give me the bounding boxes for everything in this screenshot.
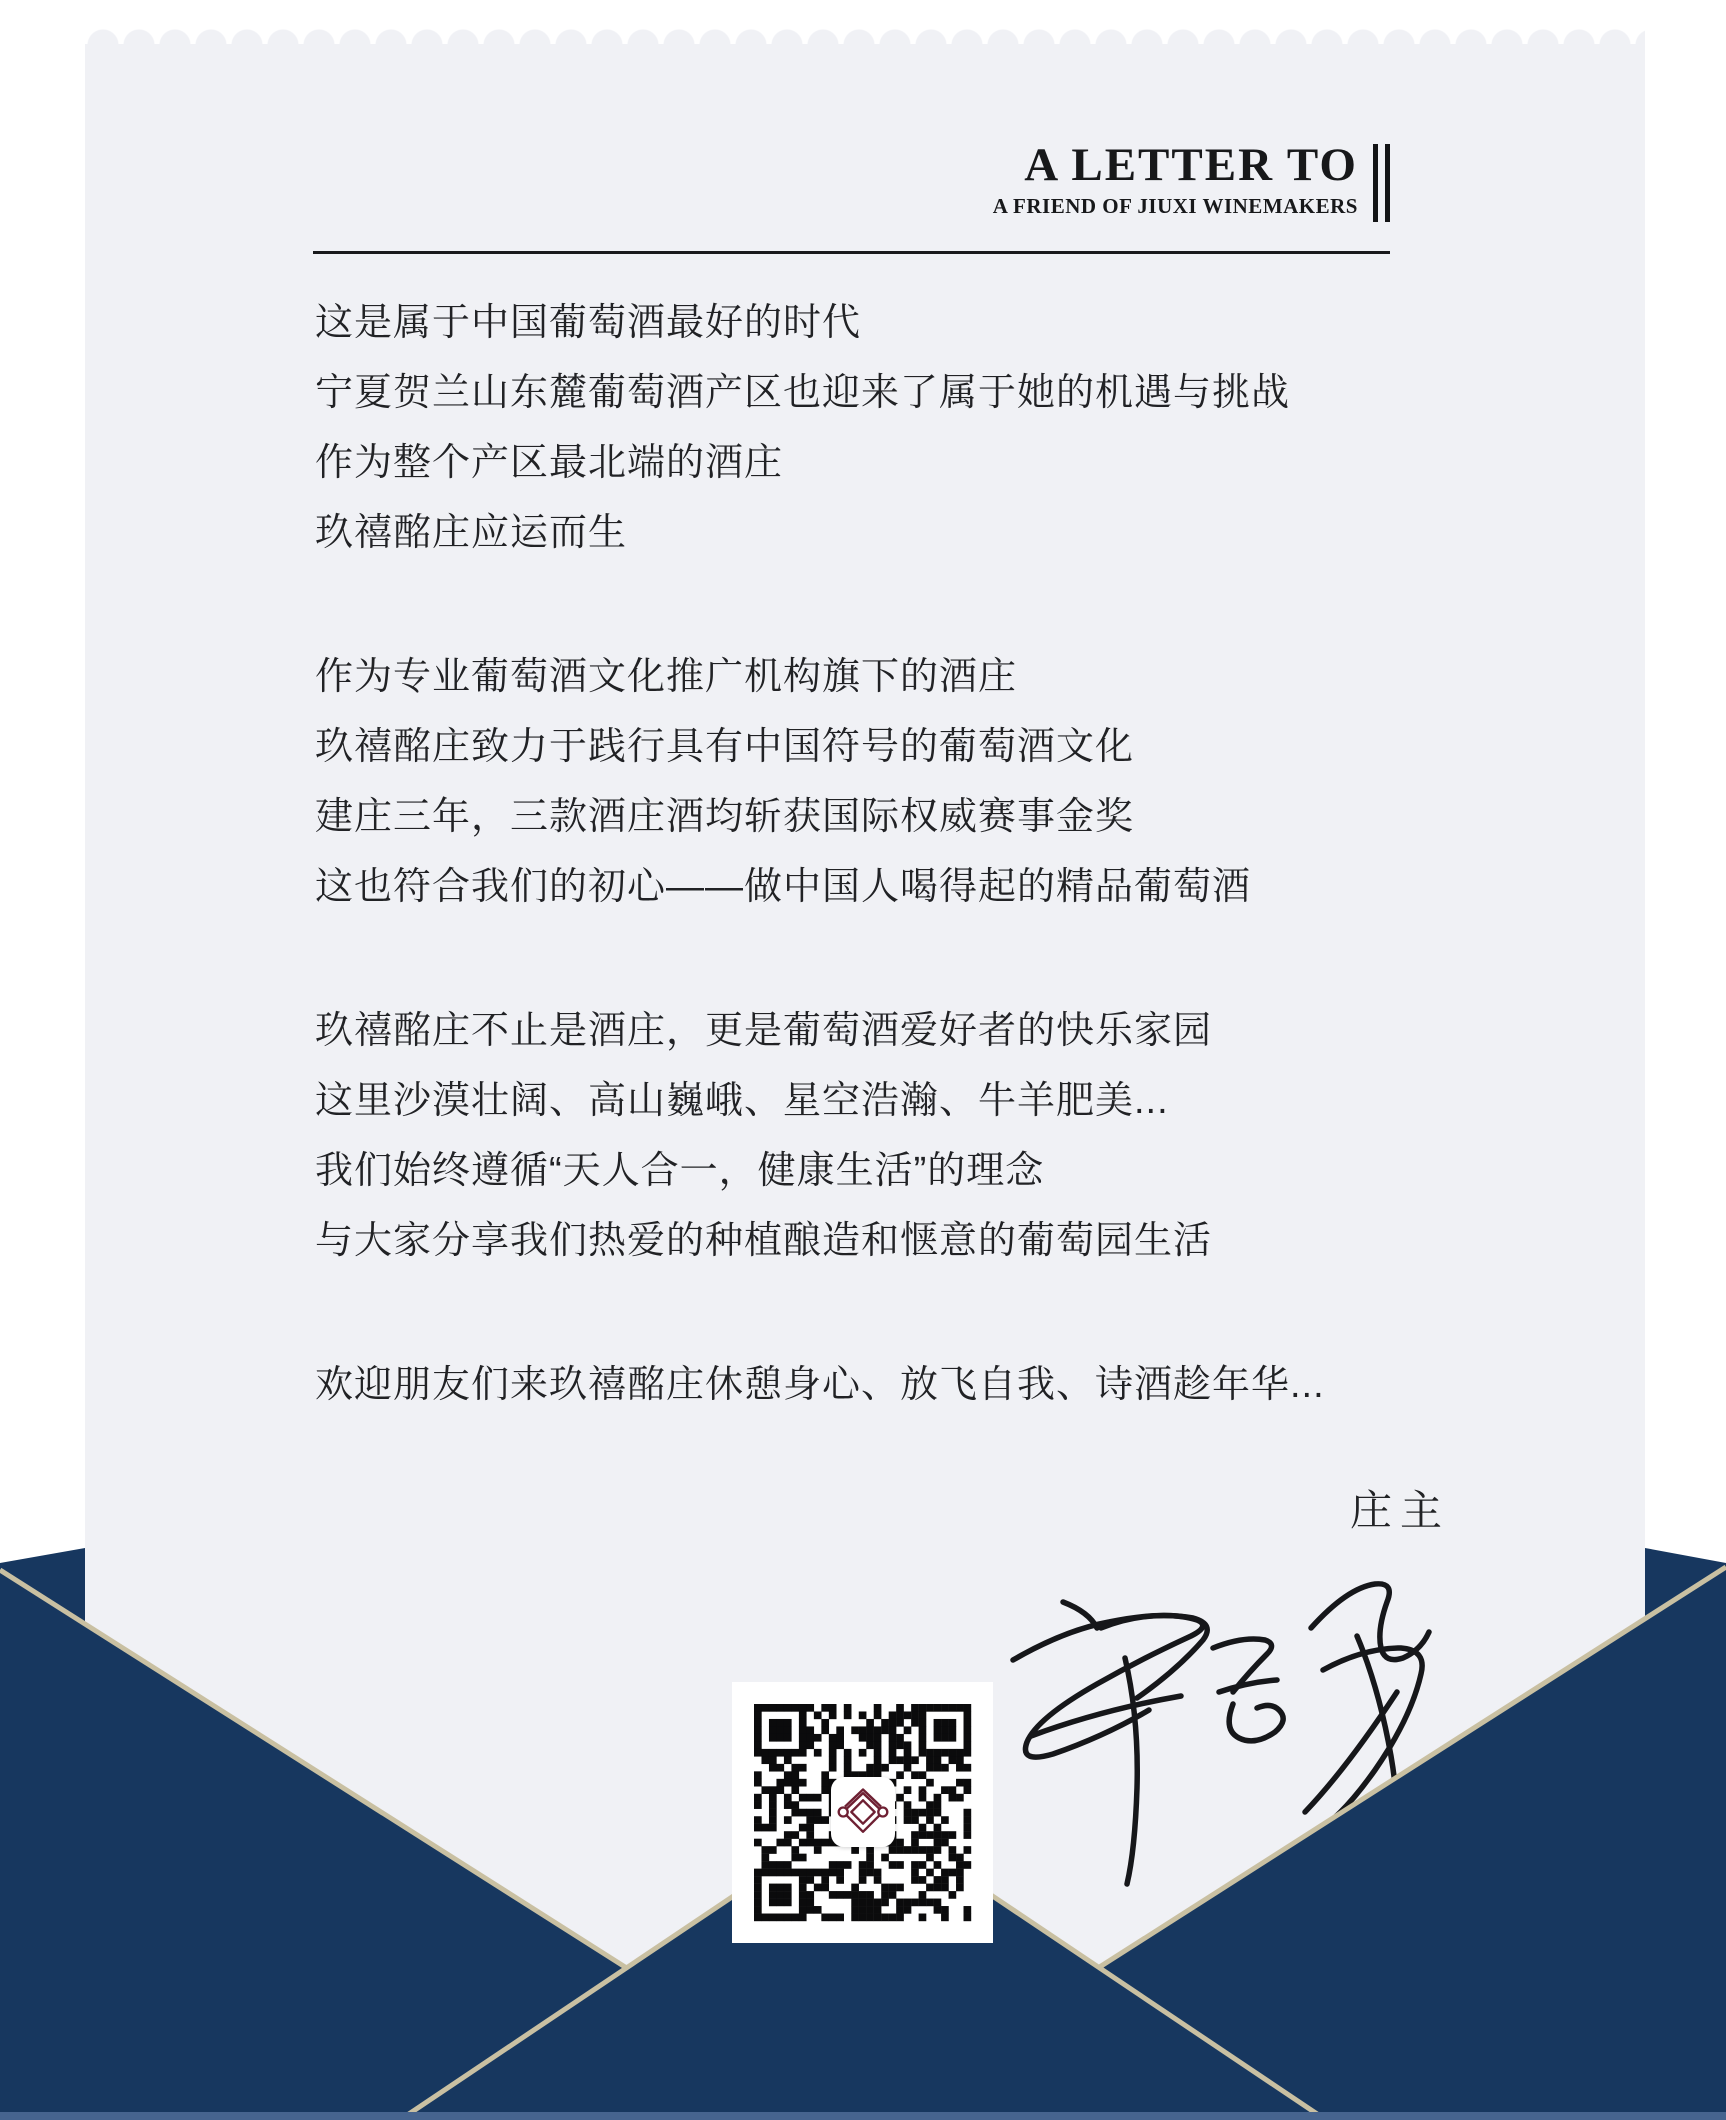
header-title: A LETTER TO <box>1024 139 1358 191</box>
letter-line: 我们始终遵循“天人合一，健康生活”的理念 <box>315 1150 1045 1192</box>
letter-line: 这是属于中国葡萄酒最好的时代 <box>315 302 862 344</box>
envelope-bottom-edge <box>0 2112 1726 2120</box>
letter-line: 这里沙漠壮阔、高山巍峨、星空浩瀚、牛羊肥美... <box>315 1080 1169 1122</box>
letter-line: 作为整个产区最北端的酒庄 <box>315 442 784 484</box>
header-subtitle: A FRIEND OF JIUXI WINEMAKERS <box>992 194 1358 218</box>
qr-center-logo <box>831 1777 895 1847</box>
letter-line: 欢迎朋友们来玖禧酩庄休憩身心、放飞自我、诗酒趁年华... <box>315 1364 1325 1406</box>
qr-code-card <box>732 1682 993 1943</box>
letter-line: 玖禧酩庄应运而生 <box>315 512 628 554</box>
letter-line: 这也符合我们的初心——做中国人喝得起的精品葡萄酒 <box>315 866 1252 908</box>
letter-line: 与大家分享我们热爱的种植酿造和惬意的葡萄园生活 <box>315 1220 1213 1262</box>
jiuxi-emblem-icon <box>836 1785 890 1839</box>
letter-line: 玖禧酩庄不止是酒庄，更是葡萄酒爱好者的快乐家园 <box>315 1010 1213 1052</box>
letter-line: 宁夏贺兰山东麓葡萄酒产区也迎来了属于她的机遇与挑战 <box>315 372 1291 414</box>
letter-line: 建庄三年，三款酒庄酒均斩获国际权威赛事金奖 <box>315 796 1135 838</box>
letter-line: 作为专业葡萄酒文化推广机构旗下的酒庄 <box>315 656 1018 698</box>
letter-line: 玖禧酩庄致力于践行具有中国符号的葡萄酒文化 <box>315 726 1135 768</box>
signoff-role: 庄主 <box>1349 1487 1450 1534</box>
